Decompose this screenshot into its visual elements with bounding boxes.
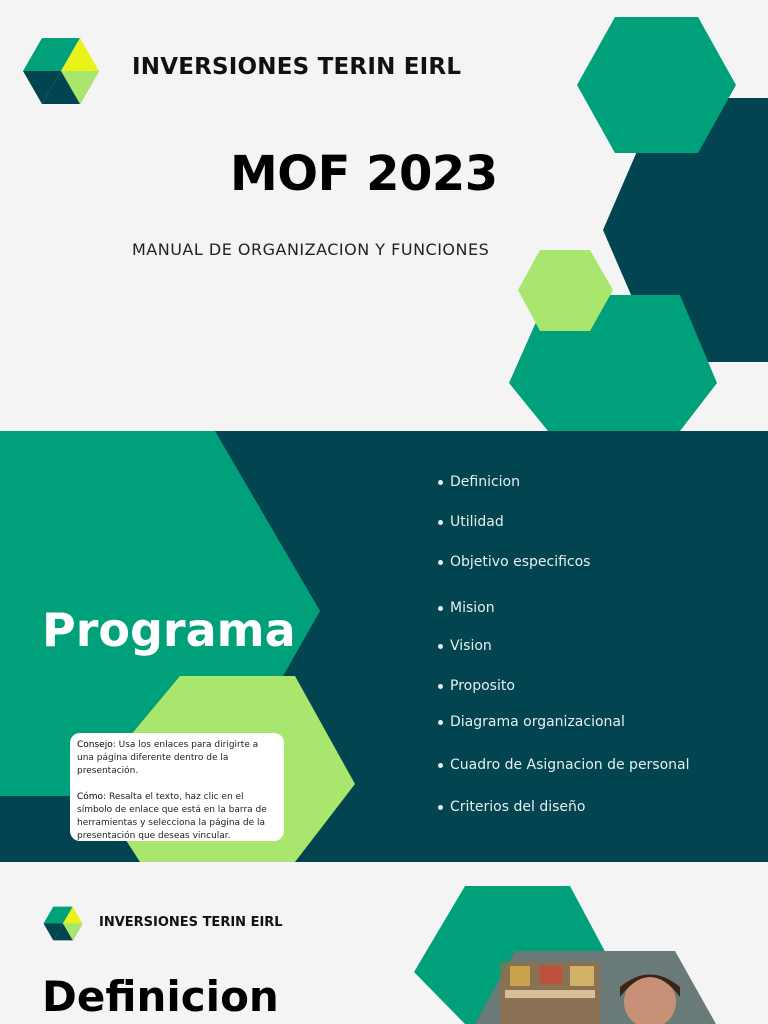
agenda-item[interactable]: Criterios del diseño: [438, 799, 585, 815]
agenda-item[interactable]: Definicion: [438, 474, 520, 490]
agenda-item[interactable]: Diagrama organizacional: [438, 714, 625, 730]
agenda-item[interactable]: Mision: [438, 600, 495, 616]
slide-definition: [0, 862, 768, 1024]
section-heading: Definicion: [42, 972, 279, 1021]
agenda-item[interactable]: Objetivo especificos: [438, 554, 590, 570]
company-logo: [22, 37, 100, 105]
agenda-item[interactable]: Vision: [438, 638, 492, 654]
tip-box: [70, 733, 284, 841]
company-logo: [43, 906, 83, 941]
company-name: INVERSIONES TERIN EIRL: [99, 915, 283, 930]
tip-como: Cómo: Resalta el texto, haz clic en el símbolo de enlace que está en la barra de herramientas y selecciona la página de la presentación que deseas vincular.: [77, 792, 267, 841]
agenda-item[interactable]: Cuadro de Asignacion de personal: [438, 757, 690, 773]
slide-program: [0, 431, 768, 862]
slide-cover: [0, 0, 768, 431]
bullet-icon: [438, 644, 443, 649]
page-subtitle: MANUAL DE ORGANIZACION Y FUNCIONES: [132, 240, 490, 259]
section-heading: Programa: [42, 603, 296, 657]
agenda-item[interactable]: Utilidad: [438, 514, 504, 530]
bullet-icon: [438, 805, 443, 810]
bullet-icon: [438, 606, 443, 611]
bullet-icon: [438, 480, 443, 485]
page-title: MOF 2023: [230, 146, 498, 202]
bullet-icon: [438, 684, 443, 689]
bullet-icon: [438, 520, 443, 525]
bullet-icon: [438, 560, 443, 565]
tip-consejo: Consejo: Usa los enlaces para dirigirte a una página diferente dentro de la presentación.: [77, 740, 259, 776]
bullet-icon: [438, 763, 443, 768]
company-name: INVERSIONES TERIN EIRL: [132, 54, 462, 80]
agenda-item[interactable]: Proposito: [438, 678, 515, 694]
bullet-icon: [438, 720, 443, 725]
